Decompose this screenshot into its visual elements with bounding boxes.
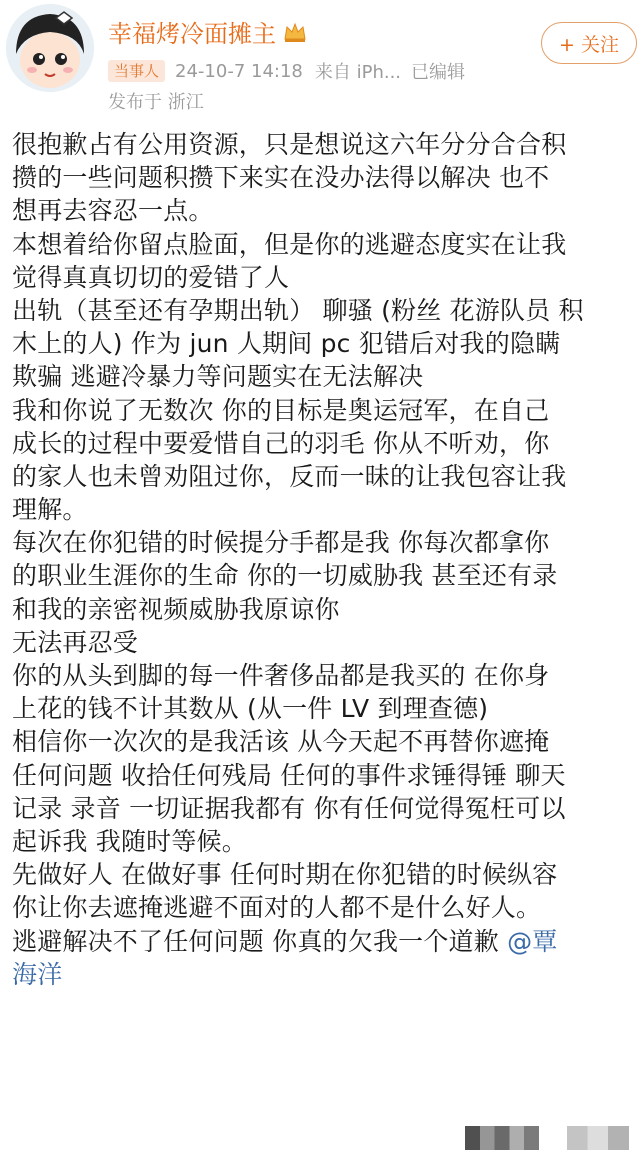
post-line: 先做好人 在做好事 任何时期在你犯错的时候纵容 bbox=[12, 860, 558, 890]
post-line: 你让你去遮掩逃避不面对的人都不是什么好人。 bbox=[12, 893, 542, 923]
post-timestamp: 24-10-7 14:18 bbox=[175, 60, 303, 82]
post-source: 来自 iPh... bbox=[314, 62, 402, 83]
avatar[interactable] bbox=[6, 4, 94, 92]
post-line: 本想着给你留点脸面，但是你的逃避态度实在让我 bbox=[12, 229, 567, 259]
post-header bbox=[0, 0, 643, 120]
post-line: 记录 录音 一切证据我都有 你有任何觉得冤枉可以 bbox=[12, 793, 566, 823]
follow-button[interactable]: + 关注 bbox=[541, 22, 637, 64]
post-line: 很抱歉占有公用资源，只是想说这六年分分合合积 bbox=[12, 130, 567, 159]
post-line: 出轨（甚至还有孕期出轨） 聊骚 (粉丝 花游队员 积 bbox=[12, 295, 584, 325]
post-line: 任何问题 收拾任何残局 任何的事件求锤得锤 聊天 bbox=[12, 760, 566, 790]
post-line: 每次在你犯错的时候提分手都是我 你每次都拿你 bbox=[12, 528, 550, 558]
avatar-face-icon bbox=[6, 4, 94, 92]
watermark-blur bbox=[567, 1126, 629, 1150]
post-line: 我和你说了无数次 你的目标是奥运冠军，在自己 bbox=[12, 395, 550, 425]
post-line: 想再去容忍一点。 bbox=[12, 196, 214, 226]
status-badge: 当事人 bbox=[108, 60, 165, 82]
username[interactable] bbox=[108, 14, 308, 49]
mention-link-continued[interactable]: 海洋 bbox=[12, 959, 63, 989]
username-text[interactable]: 幸福烤冷面摊主 bbox=[108, 20, 276, 48]
post-line: 起诉我 我随时等候。 bbox=[12, 826, 247, 856]
post-line: 木上的人) 作为 jun 人期间 pc 犯错后对我的隐瞒 bbox=[12, 329, 561, 359]
post-body bbox=[12, 128, 637, 991]
post-location: 发布于 浙江 bbox=[108, 92, 204, 113]
post-line: 相信你一次次的是我活该 从今天起不再替你遮掩 bbox=[12, 727, 550, 757]
post-line: 和我的亲密视频威胁我原谅你 bbox=[12, 594, 340, 624]
post-line-mention bbox=[12, 958, 637, 991]
post-line-text: 逃避解决不了任何问题 你真的欠我一个道歉 bbox=[12, 926, 508, 956]
mention-link[interactable]: @覃 bbox=[507, 926, 558, 956]
post-line: 无法再忍受 bbox=[12, 627, 139, 657]
watermark-blur bbox=[465, 1126, 539, 1150]
post-line: 你的从头到脚的每一件奢侈品都是我买的 在你身 bbox=[12, 661, 550, 690]
post-line: 上花的钱不计其数从 (从一件 LV 到理查德) bbox=[12, 694, 489, 724]
post-line: 觉得真真切切的爱错了人 bbox=[12, 262, 290, 292]
post-line-last bbox=[12, 925, 637, 958]
post-line: 的职业生涯你的生命 你的一切威胁我 甚至还有录 bbox=[12, 561, 558, 591]
post-line: 欺骗 逃避冷暴力等问题实在无法解决 bbox=[12, 362, 424, 392]
post-line: 攒的一些问题积攒下来实在没办法得以解决 也不 bbox=[12, 163, 550, 193]
post-line: 的家人也未曾劝阻过你，反而一昧的让我包容让我 bbox=[12, 461, 567, 491]
post-meta bbox=[108, 58, 465, 84]
post-line: 成长的过程中要爱惜自己的羽毛 你从不听劝，你 bbox=[12, 428, 550, 458]
post-line: 理解。 bbox=[12, 495, 88, 525]
edited-label[interactable]: 已编辑 bbox=[411, 62, 466, 83]
crown-icon bbox=[282, 21, 308, 43]
